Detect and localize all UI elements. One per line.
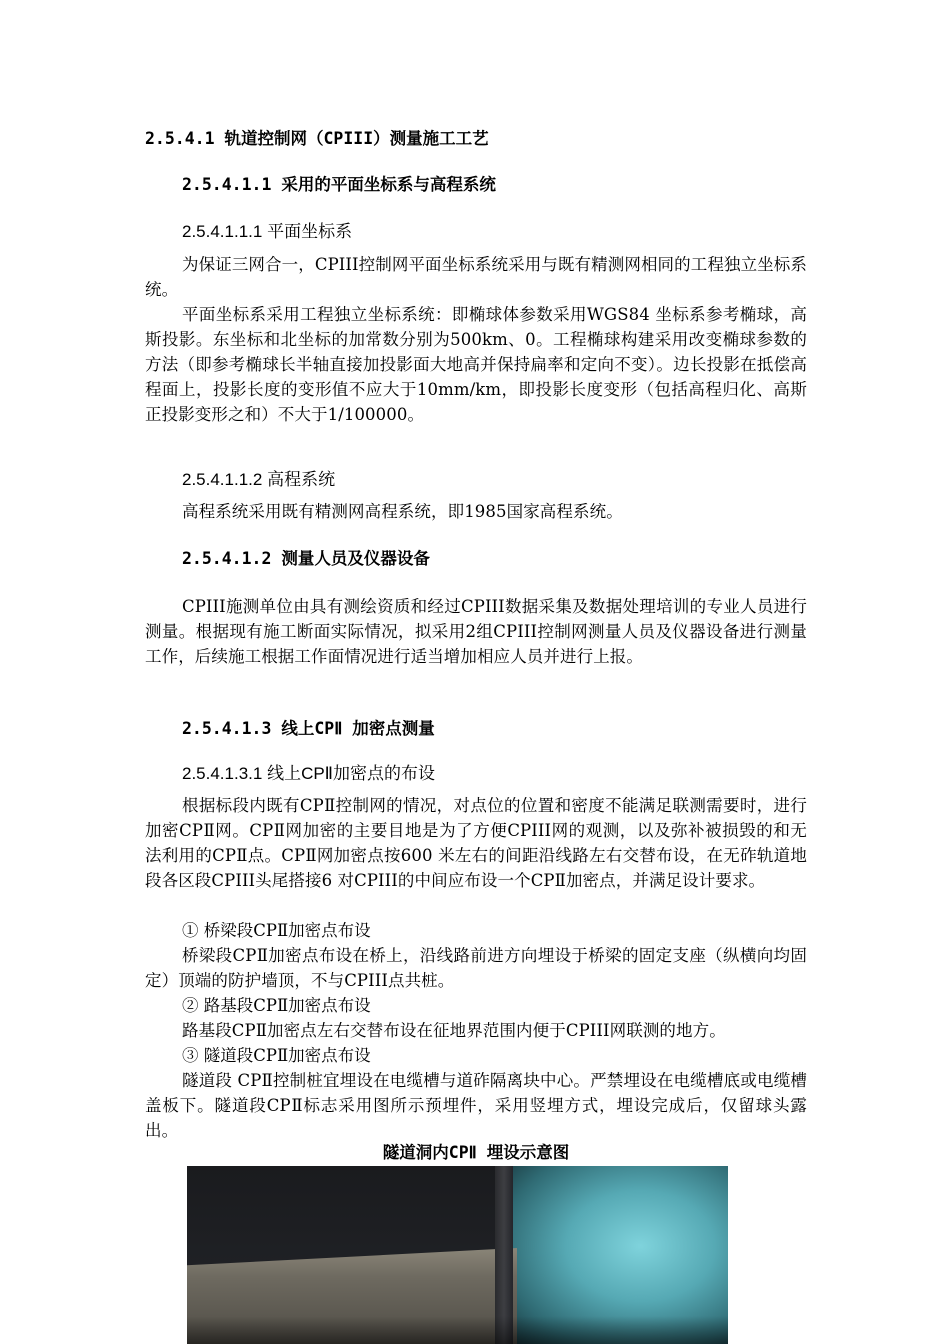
paragraph-bridge-section: 桥梁段CPⅡ加密点布设在桥上，沿线路前进方向埋设于桥梁的固定支座（纵横向均固定）顶端的防护墙顶，不与CPIII点共桩。: [145, 946, 807, 990]
tunnel-photo: [187, 1166, 728, 1344]
subsection-heading-cp2-layout: 2.5.4.1.3.1 线上CPⅡ加密点的布设: [182, 764, 436, 783]
subsection-heading-plane-coordinates: 2.5.4.1.1.1 平面坐标系: [182, 222, 353, 241]
list-item-subgrade-section: ② 路基段CPⅡ加密点布设: [182, 996, 371, 1015]
section-heading-2-5-4-1: 2.5.4.1 轨道控制网（CPIII）测量施工工艺: [145, 129, 489, 148]
section-heading-2-5-4-1-1: 2.5.4.1.1 采用的平面坐标系与高程系统: [182, 175, 496, 194]
paragraph-tunnel-section: 隧道段 CPⅡ控制桩宜埋设在电缆槽与道砟隔离块中心。严禁埋设在电缆槽底或电缆槽盖板下。隧道段CPⅡ标志采用图所示预埋件，采用竖埋方式，埋设完成后，仅留球头露出。: [145, 1071, 807, 1140]
subsection-heading-elevation-system: 2.5.4.1.1.2 高程系统: [182, 470, 336, 489]
paragraph-elevation-system: 高程系统采用既有精测网高程系统，即1985国家高程系统。: [182, 502, 623, 521]
list-item-tunnel-section: ③ 隧道段CPⅡ加密点布设: [182, 1046, 371, 1065]
section-heading-2-5-4-1-2: 2.5.4.1.2 测量人员及仪器设备: [182, 549, 430, 568]
paragraph-coordinate-system: 平面坐标系采用工程独立坐标系统：即椭球体参数采用WGS84 坐标系参考椭球，高斯投影。东坐标和北坐标的加常数分别为500km、0。工程椭球构建采用改变椭球参数的方法（即参考椭球长半轴直接加投影面大地高并保持扁率和定向不变）。边长投影在抵偿高程面上，投影长度的变形值不应大于10mm/km，即投影长度变形（包括高程归化、高斯正投影变形之和）不大于1/100000。: [145, 305, 807, 424]
figure-caption: 隧道洞内CPⅡ 埋设示意图: [382, 1143, 570, 1162]
paragraph-subgrade-section: 路基段CPⅡ加密点左右交替布设在征地界范围内便于CPIII网联测的地方。: [182, 1021, 726, 1040]
photo-shadow: [187, 1316, 728, 1344]
list-item-bridge-section: ① 桥梁段CPⅡ加密点布设: [182, 921, 371, 940]
paragraph-personnel: CPIII施测单位由具有测绘资质和经过CPIII数据采集及数据处理培训的专业人员进行测量。根据现有施工断面实际情况，拟采用2组CPIII控制网测量人员及仪器设备进行测量工作，后续施工根据工作面情况进行适当增加相应人员并进行上报。: [145, 597, 807, 666]
paragraph-cp2-densification: 根据标段内既有CPⅡ控制网的情况，对点位的位置和密度不能满足联测需要时，进行加密CPⅡ网。CPⅡ网加密的主要目地是为了方便CPIII网的观测，以及弥补被损毁的和无法利用的CPⅡ点。CPⅡ网加密点按600 米左右的间距沿线路左右交替布设，在无砟轨道地段各区段CPIII头尾搭接6 对CPIII的中间应布设一个CPⅡ加密点，并满足设计要求。: [145, 796, 807, 890]
paragraph-three-networks: 为保证三网合一，CPIII控制网平面坐标系统采用与既有精测网相同的工程独立坐标系统。: [145, 255, 807, 299]
section-heading-2-5-4-1-3: 2.5.4.1.3 线上CPⅡ 加密点测量: [182, 719, 435, 738]
